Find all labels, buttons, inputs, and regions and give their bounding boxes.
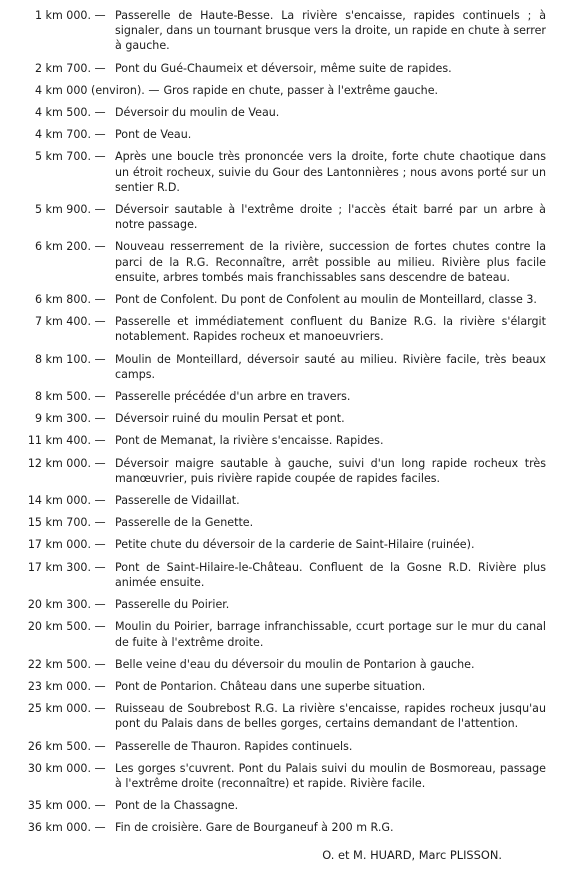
- entry-description: Pont de Memanat, la rivière s'encaisse. Rapides.: [115, 434, 384, 448]
- entry-description: Pont de Veau.: [115, 128, 192, 142]
- itinerary-entry: [18, 493, 546, 508]
- entry-description: Petite chute du déversoir de la carderie de Saint-Hilaire (ruinée).: [115, 538, 475, 552]
- itinerary-entry: [18, 149, 546, 195]
- itinerary-entry: [18, 314, 546, 344]
- itinerary-entry: [18, 127, 546, 142]
- entry-description: Passerelle de Thauron. Rapides continuels.: [115, 739, 353, 753]
- distance-number: 8: [34, 390, 42, 404]
- distance-unit: km 400. —: [45, 434, 106, 448]
- entry-description: Pont de Pontarion. Château dans une superbe situation.: [115, 679, 426, 693]
- distance-marker: [18, 239, 115, 254]
- entry-description: Après une boucle très prononcée vers la droite, forte chute chaotique dans un étroit rocheux, suivie du Gour des Lantonnières ; nous avons porté sur un sentier R.D.: [115, 150, 546, 194]
- itinerary-entry: [18, 83, 546, 98]
- distance-marker: [18, 739, 115, 754]
- distance-number: 8: [34, 352, 42, 366]
- authors-signature: O. et M. HUARD, Marc PLISSON.: [322, 848, 502, 862]
- itinerary-entry: [18, 537, 546, 552]
- itinerary-entry: [18, 352, 546, 382]
- entry-description: Passerelle de Vidaillat.: [115, 494, 240, 508]
- distance-unit: km 300. —: [45, 598, 106, 612]
- distance-unit: km 700. —: [45, 61, 106, 75]
- itinerary-entry: [18, 701, 546, 731]
- distance-unit: km 300. —: [45, 412, 106, 426]
- distance-marker: [18, 411, 115, 426]
- entry-description: Moulin de Monteillard, déversoir sauté au milieu. Rivière facile, très beaux camps.: [115, 352, 546, 381]
- distance-number: 6: [34, 240, 42, 254]
- distance-marker: [18, 127, 115, 142]
- distance-number: 17: [27, 560, 42, 574]
- itinerary-entry: [18, 239, 546, 285]
- entry-description: Passerelle de Haute-Besse. La rivière s'encaisse, rapides continuels ; à signaler, dans un tournant brusque vers la droite, un rapide en chute à serrer à gauche.: [115, 9, 546, 53]
- itinerary-entry: [18, 456, 546, 486]
- entry-description: Passerelle du Poirier.: [115, 598, 230, 612]
- distance-marker: [18, 761, 115, 776]
- distance-marker: [18, 314, 115, 329]
- distance-unit: km 800. —: [45, 293, 106, 307]
- distance-marker: [18, 493, 115, 508]
- entry-description: Nouveau resserrement de la rivière, succession de fortes chutes contre la parci de la R.G. Reconnaître, arrêt possible au milieu. Rivière plus facile ensuite, arbres tombés mais franchissables sans descendre de bateau.: [115, 240, 546, 284]
- entry-description: Passerelle précédée d'un arbre en travers.: [115, 390, 351, 404]
- distance-number: 36: [27, 821, 42, 835]
- itinerary-entry: [18, 105, 546, 120]
- distance-unit: km 900. —: [45, 203, 106, 217]
- distance-number: 4: [34, 83, 42, 97]
- itinerary-entry: [18, 389, 546, 404]
- distance-unit: km 000. —: [45, 679, 106, 693]
- itinerary-entry: [18, 657, 546, 672]
- distance-marker: [18, 83, 159, 98]
- itinerary-entry: [18, 292, 546, 307]
- distance-marker: [18, 798, 115, 813]
- distance-number: 30: [27, 761, 42, 775]
- distance-marker: [18, 456, 115, 471]
- distance-unit: km 200. —: [45, 240, 106, 254]
- distance-unit: km 000. —: [45, 494, 106, 508]
- distance-unit: km 300. —: [45, 560, 106, 574]
- distance-number: 2: [34, 61, 42, 75]
- itinerary-entry: [18, 8, 546, 54]
- distance-marker: [18, 597, 115, 612]
- distance-marker: [18, 292, 115, 307]
- entry-description: Ruisseau de Soubrebost R.G. La rivière s'encaisse, rapides rocheux jusqu'au pont du Palais dans de belles gorges, certains demandant de l'attention.: [115, 702, 546, 731]
- distance-number: 23: [27, 679, 42, 693]
- distance-marker: [18, 352, 115, 367]
- entry-description: Gros rapide en chute, passer à l'extrême gauche.: [163, 83, 439, 97]
- distance-marker: [18, 679, 115, 694]
- distance-marker: [18, 820, 115, 835]
- entry-description: Passerelle de la Genette.: [115, 516, 254, 530]
- distance-marker: [18, 515, 115, 530]
- itinerary-entry: [18, 597, 546, 612]
- distance-unit: km 500. —: [45, 657, 106, 671]
- itinerary-entry: [18, 679, 546, 694]
- itinerary-entry: [18, 560, 546, 590]
- distance-number: 20: [27, 598, 42, 612]
- distance-number: 1: [34, 9, 42, 22]
- distance-marker: [18, 105, 115, 120]
- distance-unit: km 000. —: [45, 538, 106, 552]
- distance-number: 20: [27, 620, 42, 634]
- entry-description: Déversoir ruiné du moulin Persat et pont.: [115, 412, 345, 426]
- distance-marker: [18, 389, 115, 404]
- distance-unit: km 000. —: [45, 702, 106, 716]
- distance-unit: km 700. —: [45, 150, 106, 164]
- distance-unit: km 500. —: [45, 620, 106, 634]
- distance-unit: km 700. —: [45, 516, 106, 530]
- distance-marker: [18, 61, 115, 76]
- entry-description: Déversoir sautable à l'extrême droite ; l'accès était barré par un arbre à notre passage.: [115, 203, 546, 232]
- distance-number: 5: [34, 203, 42, 217]
- distance-unit: km 500. —: [45, 739, 106, 753]
- distance-marker: [18, 149, 115, 164]
- distance-number: 15: [27, 516, 42, 530]
- distance-number: 22: [27, 657, 42, 671]
- itinerary-entry: [18, 515, 546, 530]
- distance-number: 4: [34, 128, 42, 142]
- entry-description: Les gorges s'cuvrent. Pont du Palais suivi du moulin de Bosmoreau, passage à l'extrême droite (reconnaître) et rapide. Rivière facile.: [115, 761, 546, 790]
- distance-number: 9: [34, 412, 42, 426]
- distance-number: 26: [27, 739, 42, 753]
- distance-number: 12: [27, 456, 42, 470]
- distance-marker: [18, 202, 115, 217]
- distance-unit: km 000. —: [45, 761, 106, 775]
- distance-marker: [18, 657, 115, 672]
- itinerary-entry: [18, 411, 546, 426]
- distance-marker: [18, 8, 115, 23]
- distance-number: 35: [27, 799, 42, 813]
- itinerary-entry: [18, 798, 546, 813]
- itinerary-entry: [18, 619, 546, 649]
- distance-number: 7: [34, 315, 42, 329]
- itinerary-entry: [18, 739, 546, 754]
- distance-number: 5: [34, 150, 42, 164]
- itinerary-entry: [18, 761, 546, 791]
- itinerary-list: [18, 8, 546, 843]
- distance-marker: [18, 537, 115, 552]
- distance-unit: km 000. —: [45, 821, 106, 835]
- distance-unit: km 500. —: [45, 106, 106, 120]
- distance-unit: km 500. —: [45, 390, 106, 404]
- itinerary-entry: [18, 433, 546, 448]
- distance-number: 11: [27, 434, 42, 448]
- distance-unit: km 100. —: [45, 352, 106, 366]
- distance-number: 6: [34, 293, 42, 307]
- entry-description: Pont de Saint-Hilaire-le-Château. Confluent de la Gosne R.D. Rivière plus animée ensuite.: [115, 560, 546, 589]
- distance-unit: km 700. —: [45, 128, 106, 142]
- entry-description: Pont de Confolent. Du pont de Confolent au moulin de Monteillard, classe 3.: [115, 293, 537, 307]
- entry-description: Pont du Gué-Chaumeix et déversoir, même suite de rapides.: [115, 61, 452, 75]
- entry-description: Déversoir maigre sautable à gauche, suivi d'un long rapide rocheux très manœuvrier, puis rivière rapide coupée de rapides faciles.: [115, 456, 546, 485]
- distance-number: 17: [27, 538, 42, 552]
- distance-number: 25: [27, 702, 42, 716]
- distance-unit: km 000. —: [45, 456, 106, 470]
- entry-description: Fin de croisière. Gare de Bourganeuf à 200 m R.G.: [115, 821, 394, 835]
- distance-unit: km 400. —: [45, 315, 106, 329]
- distance-marker: [18, 433, 115, 448]
- entry-description: Belle veine d'eau du déversoir du moulin de Pontarion à gauche.: [115, 657, 475, 671]
- distance-unit: km 000. —: [45, 799, 106, 813]
- itinerary-entry: [18, 820, 546, 835]
- distance-number: 4: [34, 106, 42, 120]
- entry-description: Pont de la Chassagne.: [115, 799, 239, 813]
- distance-unit: km 000. —: [45, 9, 106, 22]
- distance-marker: [18, 560, 115, 575]
- entry-description: Déversoir du moulin de Veau.: [115, 106, 280, 120]
- distance-number: 14: [27, 494, 42, 508]
- distance-unit: km 000 (environ). —: [45, 83, 160, 97]
- distance-marker: [18, 701, 115, 716]
- distance-marker: [18, 619, 115, 634]
- itinerary-entry: [18, 61, 546, 76]
- itinerary-entry: [18, 202, 546, 232]
- entry-description: Passerelle et immédiatement confluent du Banize R.G. la rivière s'élargit notablement. Rapides rocheux et manoeuvriers.: [115, 315, 546, 344]
- entry-description: Moulin du Poirier, barrage infranchissable, ccurt portage sur le mur du canal de fuite à l'extrême droite.: [115, 620, 546, 649]
